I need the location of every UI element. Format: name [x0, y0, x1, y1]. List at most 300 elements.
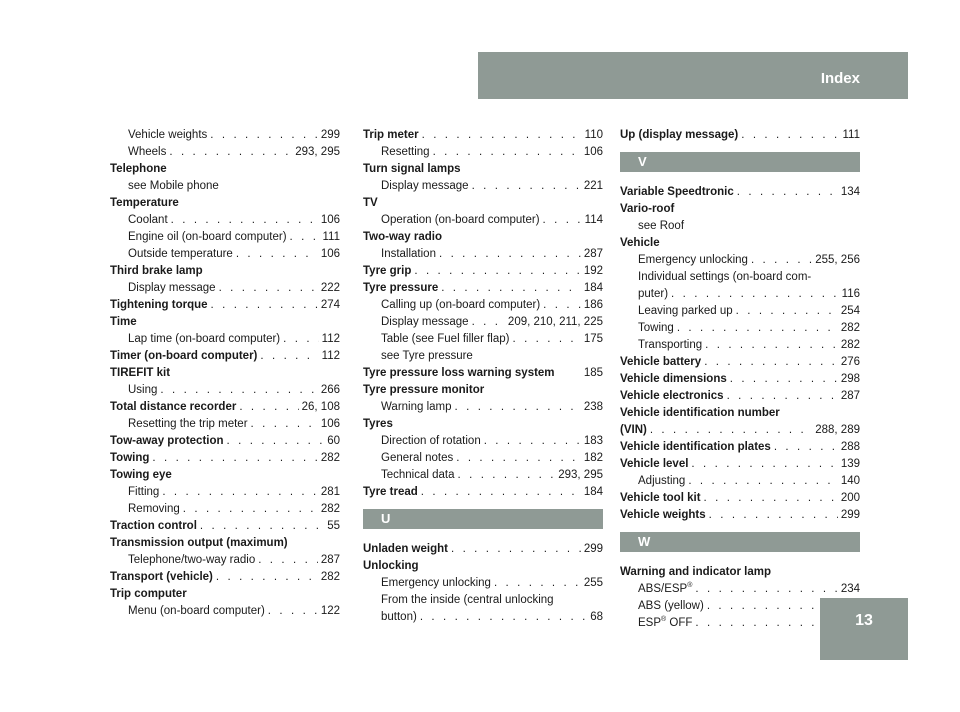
index-subentry: [620, 303, 860, 320]
page-reference: 209, 210, 211, 225: [507, 316, 603, 328]
index-entry: [363, 127, 603, 144]
entry-text: Using: [128, 384, 158, 396]
page-reference: 222: [320, 282, 340, 294]
entry-label: [381, 467, 455, 484]
dot-leader: [737, 184, 838, 201]
entry-text: see Tyre pressure: [381, 350, 473, 362]
dot-leader: [216, 569, 318, 586]
dot-leader: [543, 297, 581, 314]
index-entry: [620, 439, 860, 456]
entry-text-suffix: OFF: [666, 617, 693, 629]
dot-leader: [451, 541, 581, 558]
entry-text: Adjusting: [638, 475, 686, 487]
index-entry: [363, 161, 603, 178]
entry-label: [620, 490, 701, 507]
entry-label: [620, 439, 771, 456]
page-reference: 175: [583, 333, 603, 345]
entry-text: Tyre pressure: [363, 282, 439, 294]
entry-label: [363, 229, 442, 246]
entry-label: [363, 382, 484, 399]
entry-label: [620, 405, 780, 422]
entry-label: [128, 501, 180, 518]
dot-leader: [704, 354, 838, 371]
dot-leader: [239, 399, 298, 416]
entry-label: [110, 569, 213, 586]
page-reference: 110: [584, 129, 603, 141]
entry-label: [638, 598, 704, 615]
entry-label: [110, 297, 208, 314]
entry-label: [638, 252, 748, 269]
index-entry: [620, 235, 860, 252]
entry-label: [110, 365, 170, 382]
entry-text: Vehicle identification plates: [620, 441, 771, 453]
index-entry: [110, 450, 340, 467]
page-number: 13: [855, 612, 873, 629]
entry-label: [638, 473, 685, 490]
entry-label: [363, 263, 411, 280]
index-entry: [110, 161, 340, 178]
index-entry: [363, 484, 603, 501]
entry-text: Leaving parked up: [638, 305, 733, 317]
entry-label: [381, 212, 540, 229]
entry-text: Lap time (on-board computer): [128, 333, 281, 345]
entry-text: Towing eye: [110, 469, 172, 481]
index-entry: [110, 263, 340, 280]
entry-text: Towing: [638, 322, 674, 334]
entry-label: [381, 178, 469, 195]
index-entry: [110, 348, 340, 365]
page-reference: 68: [590, 611, 603, 623]
index-subentry: [110, 501, 340, 518]
entry-label: [128, 178, 219, 195]
index-subentry: [110, 229, 340, 246]
entry-label: [128, 212, 168, 229]
index-subentry: [110, 127, 340, 144]
index-entry: [620, 564, 860, 581]
entry-text: ABS (yellow): [638, 600, 704, 612]
dot-leader: [152, 450, 317, 467]
dot-leader: [169, 144, 292, 161]
entry-label: [620, 354, 701, 371]
index-entry: [363, 382, 603, 399]
entry-text: Telephone/two-way radio: [128, 554, 256, 566]
entry-label: [381, 592, 554, 609]
entry-text: see Mobile phone: [128, 180, 219, 192]
page-reference: 106: [583, 146, 603, 158]
dot-leader: [260, 348, 318, 365]
entry-text: Tow-away protection: [110, 435, 224, 447]
dot-leader: [268, 603, 318, 620]
dot-leader: [290, 229, 320, 246]
page-reference: 111: [842, 129, 860, 141]
entry-text: Resetting: [381, 146, 430, 158]
dot-leader: [695, 615, 837, 632]
dot-leader: [688, 473, 838, 490]
entry-label: [363, 195, 378, 212]
entry-label: [381, 433, 481, 450]
index-subentry: [110, 382, 340, 399]
entry-text: ESP: [638, 617, 662, 629]
entry-label: [620, 201, 674, 218]
entry-label: [620, 371, 727, 388]
entry-label: [363, 280, 438, 297]
page-reference: 112: [321, 350, 340, 362]
index-subentry: [620, 269, 860, 286]
page-reference: 200: [840, 492, 860, 504]
entry-text: Calling up (on-board computer): [381, 299, 541, 311]
dot-leader: [433, 144, 581, 161]
entry-text: Variable Speedtronic: [620, 186, 734, 198]
index-subentry: [363, 348, 603, 365]
index-column-1: [110, 127, 340, 620]
entry-label: [638, 337, 702, 354]
entry-text: Tyres: [363, 418, 393, 430]
entry-label: [128, 246, 233, 263]
page-reference: 106: [320, 214, 340, 226]
entry-label: [638, 286, 668, 303]
entry-label: [128, 229, 287, 246]
entry-label: [363, 127, 419, 144]
entry-label: [620, 507, 706, 524]
entry-text: Emergency unlocking: [638, 254, 748, 266]
page-reference: 111: [322, 231, 340, 243]
dot-leader: [283, 331, 319, 348]
page-reference: 55: [327, 520, 340, 532]
entry-label: [110, 195, 179, 212]
page-reference: 106: [320, 248, 340, 260]
entry-text: Display message: [128, 282, 216, 294]
entry-text: Vehicle level: [620, 458, 689, 470]
page-reference: 114: [584, 214, 603, 226]
dot-leader: [494, 575, 581, 592]
page-reference: 26, 108: [301, 401, 340, 413]
entry-text: Tyre pressure monitor: [363, 384, 485, 396]
page-reference: 234: [840, 583, 860, 595]
page-reference: 281: [320, 486, 340, 498]
entry-text: Traction control: [110, 520, 197, 532]
page-reference: 192: [583, 265, 603, 277]
index-entry: [110, 297, 340, 314]
index-letter-heading: V: [620, 152, 860, 172]
index-entry: [363, 263, 603, 280]
entry-text: Timer (on-board computer): [110, 350, 258, 362]
index-subentry: [110, 144, 340, 161]
entry-label: [620, 235, 660, 252]
index-subentry: [620, 252, 860, 269]
entry-text: Vehicle battery: [620, 356, 702, 368]
entry-label: [381, 144, 430, 161]
entry-label: [128, 382, 157, 399]
entry-text: Vehicle electronics: [620, 390, 724, 402]
entry-text: Removing: [128, 503, 180, 515]
index-subentry: [110, 178, 340, 195]
index-subentry: [363, 575, 603, 592]
entry-label: [638, 218, 684, 235]
entry-label: [110, 399, 236, 416]
index-subentry: [363, 178, 603, 195]
page-reference: 255, 256: [815, 254, 860, 266]
index-subentry: [620, 337, 860, 354]
entry-label: [110, 348, 257, 365]
header-bar: [478, 52, 908, 99]
dot-leader: [456, 450, 581, 467]
index-entry: [110, 365, 340, 382]
dot-leader: [691, 456, 837, 473]
index-entry: [620, 422, 860, 439]
page-reference: 299: [840, 509, 860, 521]
entry-label: [110, 518, 197, 535]
page-reference: 274: [320, 299, 340, 311]
index-entry: [110, 569, 340, 586]
dot-leader: [227, 433, 325, 450]
index-entry: [110, 433, 340, 450]
page-reference: 112: [321, 333, 340, 345]
index-entry: [620, 184, 860, 201]
entry-label: [363, 161, 461, 178]
entry-text: Table (see Fuel filler flap): [381, 333, 510, 345]
entry-text: Time: [110, 316, 137, 328]
index-subentry: [620, 218, 860, 235]
dot-leader: [171, 212, 318, 229]
page-reference: 122: [320, 605, 340, 617]
index-subentry: [363, 592, 603, 609]
entry-text: Direction of rotation: [381, 435, 481, 447]
index-subentry: [363, 609, 603, 626]
dot-leader: [162, 484, 317, 501]
index-entry: [363, 365, 603, 382]
page-reference: 282: [320, 503, 340, 515]
index-entry: [363, 541, 603, 558]
entry-label: [381, 399, 452, 416]
entry-text: Emergency unlocking: [381, 577, 491, 589]
entry-label: [363, 484, 418, 501]
page-reference: 282: [840, 322, 860, 334]
page-reference: 299: [583, 543, 603, 555]
index-subentry: [620, 286, 860, 303]
dot-leader: [650, 422, 812, 439]
entry-label: [110, 450, 149, 467]
dot-leader: [455, 399, 581, 416]
dot-leader: [258, 552, 318, 569]
page-reference: 282: [840, 339, 860, 351]
entry-label: [363, 558, 419, 575]
dot-leader: [727, 388, 838, 405]
index-entry: [110, 586, 340, 603]
entry-label: [128, 280, 216, 297]
page-reference: 221: [583, 180, 603, 192]
index-subentry: [110, 280, 340, 297]
entry-text: Engine oil (on-board computer): [128, 231, 287, 243]
entry-text: TIREFIT kit: [110, 367, 171, 379]
dot-leader: [251, 416, 318, 433]
entry-label: [110, 535, 288, 552]
index-subentry: [363, 297, 603, 314]
index-entry: [620, 388, 860, 405]
entry-label: [620, 127, 738, 144]
entry-text: Coolant: [128, 214, 168, 226]
page-reference: 182: [583, 452, 603, 464]
dot-leader: [707, 598, 838, 615]
entry-label: [620, 456, 688, 473]
entry-label: [381, 609, 417, 626]
entry-label: [128, 331, 280, 348]
dot-leader: [709, 507, 838, 524]
index-subentry: [110, 484, 340, 501]
page-reference: 282: [320, 452, 340, 464]
page-reference: 183: [583, 435, 603, 447]
page-reference: 287: [840, 390, 860, 402]
index-entry: [110, 467, 340, 484]
entry-text: Tightening torque: [110, 299, 208, 311]
page-reference: 255: [583, 577, 603, 589]
entry-text: General notes: [381, 452, 454, 464]
dot-leader: [671, 286, 839, 303]
page-reference: 293, 295: [558, 469, 603, 481]
dot-leader: [160, 382, 317, 399]
index-entry: [620, 490, 860, 507]
entry-label: [128, 552, 255, 569]
registered-mark: ®: [661, 616, 667, 624]
entry-text: Telephone: [110, 163, 167, 175]
entry-label: [128, 603, 265, 620]
entry-label: [110, 263, 203, 280]
entry-label: [381, 450, 453, 467]
entry-text: button): [381, 611, 417, 623]
entry-label: [620, 184, 734, 201]
index-entry: [620, 201, 860, 218]
dot-leader: [219, 280, 318, 297]
page-reference: 184: [583, 486, 603, 498]
page-reference: 139: [840, 458, 860, 470]
page-reference: 186: [583, 299, 603, 311]
entry-label: [128, 144, 166, 161]
dot-leader: [200, 518, 324, 535]
entry-text: TV: [363, 197, 378, 209]
entry-label: [381, 331, 509, 348]
index-subentry: [110, 246, 340, 263]
entry-text: Tyre pressure loss warning system: [363, 367, 555, 379]
entry-label: [128, 484, 159, 501]
index-subentry: [110, 603, 340, 620]
page-reference: 106: [320, 418, 340, 430]
entry-label: [620, 564, 771, 581]
entry-text: Unladen weight: [363, 543, 448, 555]
index-entry: [363, 558, 603, 575]
index-entry: [110, 399, 340, 416]
entry-label: [128, 416, 248, 433]
dot-leader: [543, 212, 582, 229]
entry-text: Individual settings (on-board com-: [638, 271, 812, 283]
page-reference: 140: [840, 475, 860, 487]
index-subentry: [620, 581, 860, 598]
index-subentry: [363, 144, 603, 161]
entry-label: [381, 314, 469, 331]
dot-leader: [677, 320, 838, 337]
entry-text: Vehicle weights: [620, 509, 706, 521]
dot-leader: [751, 252, 812, 269]
entry-text: Transmission output (maximum): [110, 537, 288, 549]
page-reference: 288: [840, 441, 860, 453]
entry-text: Fitting: [128, 486, 160, 498]
dot-leader: [458, 467, 556, 484]
entry-text: Display message: [381, 316, 469, 328]
entry-text: Outside temperature: [128, 248, 233, 260]
entry-text: Wheels: [128, 146, 167, 158]
index-entry: [110, 314, 340, 331]
dot-leader: [414, 263, 580, 280]
entry-text: Warning and indicator lamp: [620, 566, 771, 578]
entry-text: see Roof: [638, 220, 685, 232]
page-reference: 116: [841, 288, 860, 300]
index-subentry: [363, 467, 603, 484]
page-reference: 299: [320, 129, 340, 141]
index-subentry: [363, 433, 603, 450]
index-entry: [620, 371, 860, 388]
entry-text: Transport (vehicle): [110, 571, 213, 583]
dot-leader: [421, 484, 581, 501]
entry-text: Vario-roof: [620, 203, 675, 215]
page-reference: 276: [840, 356, 860, 368]
entry-label: [110, 467, 172, 484]
entry-text: Resetting the trip meter: [128, 418, 248, 430]
index-letter-heading: U: [363, 509, 603, 529]
dot-leader: [183, 501, 318, 518]
entry-text: Unlocking: [363, 560, 419, 572]
dot-leader: [210, 127, 318, 144]
entry-label: [620, 388, 724, 405]
entry-label: [638, 269, 811, 286]
entry-text: Installation: [381, 248, 436, 260]
entry-label: [620, 422, 647, 439]
index-entry: [620, 456, 860, 473]
page-reference: 298: [840, 373, 860, 385]
page-reference: 238: [583, 401, 603, 413]
entry-text: Third brake lamp: [110, 265, 203, 277]
index-subentry: [620, 473, 860, 490]
index-entry: [620, 405, 860, 422]
index-subentry: [363, 399, 603, 416]
index-column-3: [620, 127, 860, 632]
page-reference: 266: [320, 384, 340, 396]
entry-text: Operation (on-board computer): [381, 214, 540, 226]
entry-text: From the inside (central unlocking: [381, 594, 554, 606]
index-column-2: [363, 127, 603, 626]
index-entry: [110, 518, 340, 535]
index-entry: [363, 416, 603, 433]
dot-leader: [774, 439, 838, 456]
entry-label: [110, 314, 137, 331]
entry-text: Vehicle dimensions: [620, 373, 727, 385]
dot-leader: [441, 280, 581, 297]
dot-leader: [484, 433, 581, 450]
entry-text: Vehicle identification number: [620, 407, 780, 419]
page-reference: 185: [583, 367, 603, 379]
entry-label: [638, 303, 733, 320]
entry-label: [381, 575, 491, 592]
entry-text: Trip computer: [110, 588, 187, 600]
dot-leader: [704, 490, 838, 507]
index-subentry: [363, 246, 603, 263]
index-subentry: [110, 212, 340, 229]
page-reference: 282: [320, 571, 340, 583]
entry-text: puter): [638, 288, 669, 300]
index-entry: [620, 354, 860, 371]
dot-leader: [439, 246, 581, 263]
page-reference: 288, 289: [815, 424, 860, 436]
entry-label: [638, 615, 692, 632]
entry-label: [638, 581, 692, 598]
page-reference: 293, 295: [295, 146, 340, 158]
